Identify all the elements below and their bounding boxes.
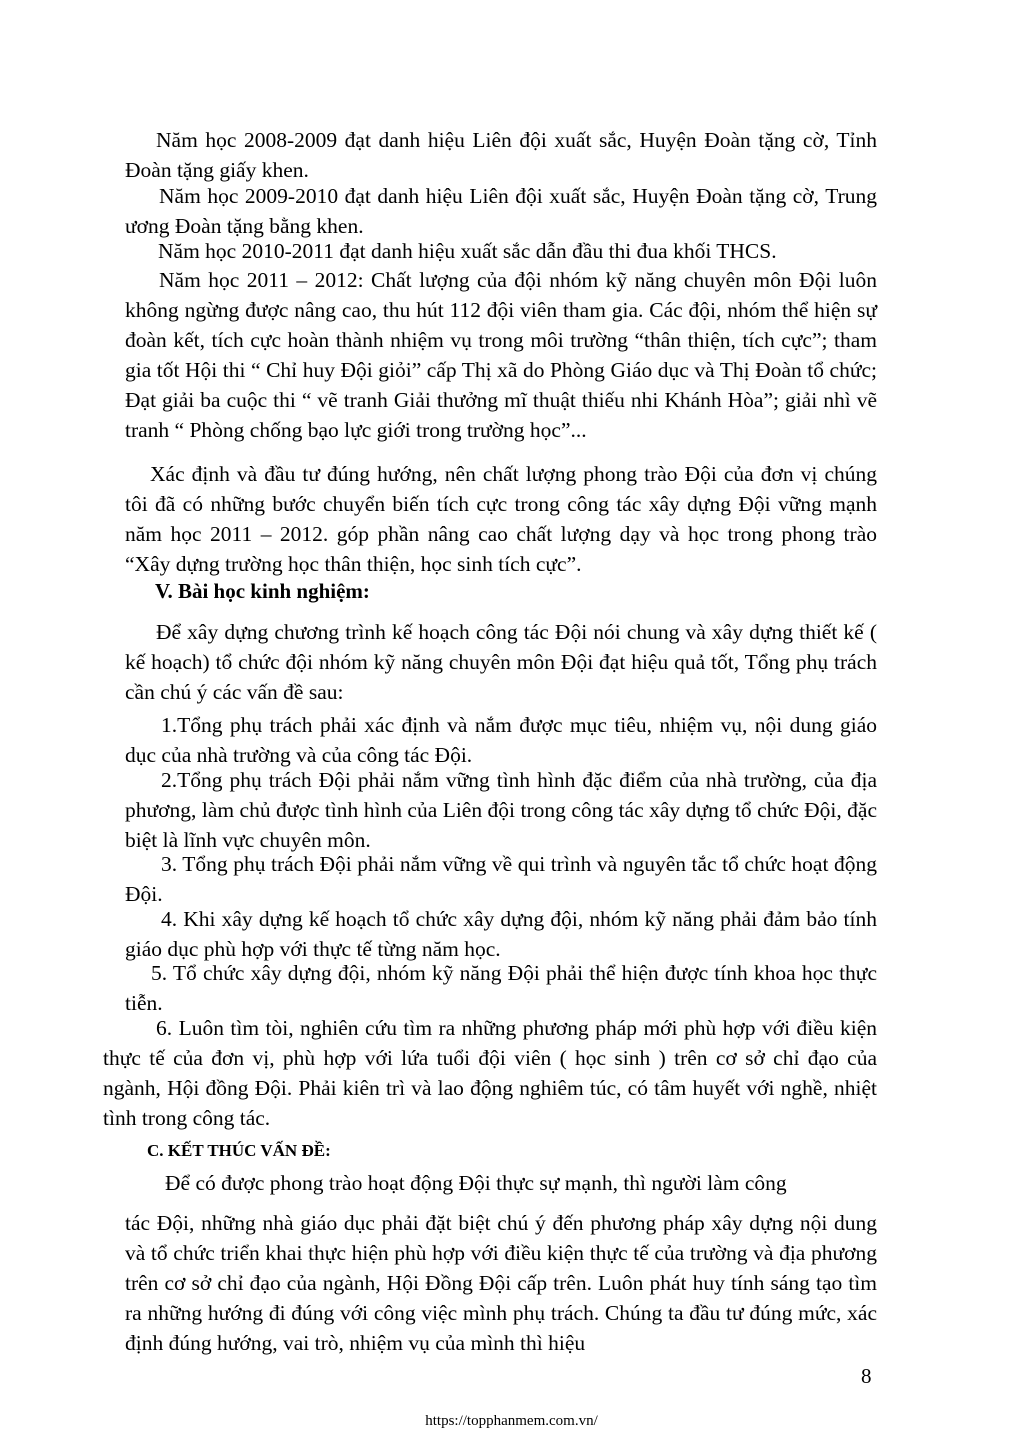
- lesson-item-2: 2.Tổng phụ trách Đội phải nắm vững tình hình đặc điểm của nhà trường, của địa phương, làm chủ được tình hình của Liên đội trong công tác xây dựng tổ chức Đội, đặc biệt là lĩnh vực chuyên môn.: [125, 768, 877, 852]
- lesson-item-4: 4. Khi xây dựng kế hoạch tổ chức xây dựng đội, nhóm kỹ năng phải đảm bảo tính giáo dục phù hợp với thực tế từng năm học.: [125, 907, 877, 961]
- paragraph-2011-2012: Năm học 2011 – 2012: Chất lượng của đội nhóm kỹ năng chuyên môn Đội luôn không ngừng được nâng cao, thu hút 112 đội viên tham gia. Các đội, nhóm thể hiện sự đoàn kết, tích cực hoàn thành nhiệm vụ trong môi trường “thân thiện, tích cực”; tham gia tốt Hội thi “ Chỉ huy Đội giỏi” cấp Thị xã do Phòng Giáo dục và Thị Đoàn tổ chức; Đạt giải ba cuộc thi “ vẽ tranh Giải thưởng mĩ thuật thiếu nhi Khánh Hòa”; giải nhì vẽ tranh “ Phòng chống bạo lực giới trong trường học”...: [125, 268, 877, 442]
- paragraph-2008-2009: Năm học 2008-2009 đạt danh hiệu Liên đội xuất sắc, Huyện Đoàn tặng cờ, Tỉnh Đoàn tặng giấy khen.: [125, 128, 877, 182]
- lesson-item-1: 1.Tổng phụ trách phải xác định và nắm được mục tiêu, nhiệm vụ, nội dung giáo dục của nhà trường và của công tác Đội.: [125, 713, 877, 767]
- lesson-item-5: 5. Tổ chức xây dựng đội, nhóm kỹ năng Đội phải thể hiện được tính khoa học thực tiễn.: [125, 961, 877, 1015]
- lesson-item-6: 6. Luôn tìm tòi, nghiên cứu tìm ra những phương pháp mới phù hợp với điều kiện thực tế của đơn vị, phù hợp với lứa tuổi đội viên ( học sinh ) trên cơ sở chỉ đạo của ngành, Hội đồng Đội. Phải kiên trì và lao động nghiêm túc, có tâm huyết với nghề, nhiệt tình trong công tác.: [103, 1016, 877, 1130]
- paragraph-2009-2010: Năm học 2009-2010 đạt danh hiệu Liên đội xuất sắc, Huyện Đoàn tặng cờ, Trung ương Đoàn tặng bằng khen.: [125, 184, 877, 238]
- paragraph-2010-2011: Năm học 2010-2011 đạt danh hiệu xuất sắc dẫn đầu thi đua khối THCS.: [158, 239, 777, 263]
- section-heading-lessons: V. Bài học kinh nghiệm:: [155, 579, 370, 603]
- page-number: 8: [861, 1364, 872, 1388]
- paragraph-summary: Xác định và đầu tư đúng hướng, nên chất lượng phong trào Đội của đơn vị chúng tôi đã có những bước chuyển biến tích cực trong công tác xây dựng Đội vững mạnh năm học 2011 – 2012. góp phần nâng cao chất lượng dạy và học trong phong trào “Xây dựng trường học thân thiện, học sinh tích cực”.: [125, 462, 877, 576]
- paragraph-lessons-intro: Để xây dựng chương trình kế hoạch công tác Đội nói chung và xây dựng thiết kế ( kế hoạch) tổ chức đội nhóm kỹ năng chuyên môn Đội đạt hiệu quả tốt, Tổng phụ trách cần chú ý các vấn đề sau:: [125, 620, 877, 704]
- paragraph-conclusion: tác Đội, những nhà giáo dục phải đặt biệt chú ý đến phương pháp xây dựng nội dung và tổ chức triển khai thực hiện phù hợp với điều kiện thực tế của trường và địa phương trên cơ sở chỉ đạo của ngành, Hội Đồng Đội cấp trên. Luôn phát huy tính sáng tạo tìm ra những hướng đi đúng với công việc mình phụ trách. Chúng ta đầu tư đúng mức, xác định đúng hướng, vai trò, nhiệm vụ của mình thì hiệu: [125, 1211, 877, 1355]
- section-heading-conclusion: C. KẾT THÚC VẤN ĐỀ:: [147, 1141, 331, 1160]
- footer-url: https://topphanmem.com.vn/: [425, 1413, 598, 1429]
- lesson-item-3: 3. Tổng phụ trách Đội phải nắm vững về qui trình và nguyên tắc tổ chức hoạt động Đội.: [125, 852, 877, 906]
- paragraph-conclusion-first-line: Để có được phong trào hoạt động Đội thực sự mạnh, thì người làm công: [165, 1171, 787, 1195]
